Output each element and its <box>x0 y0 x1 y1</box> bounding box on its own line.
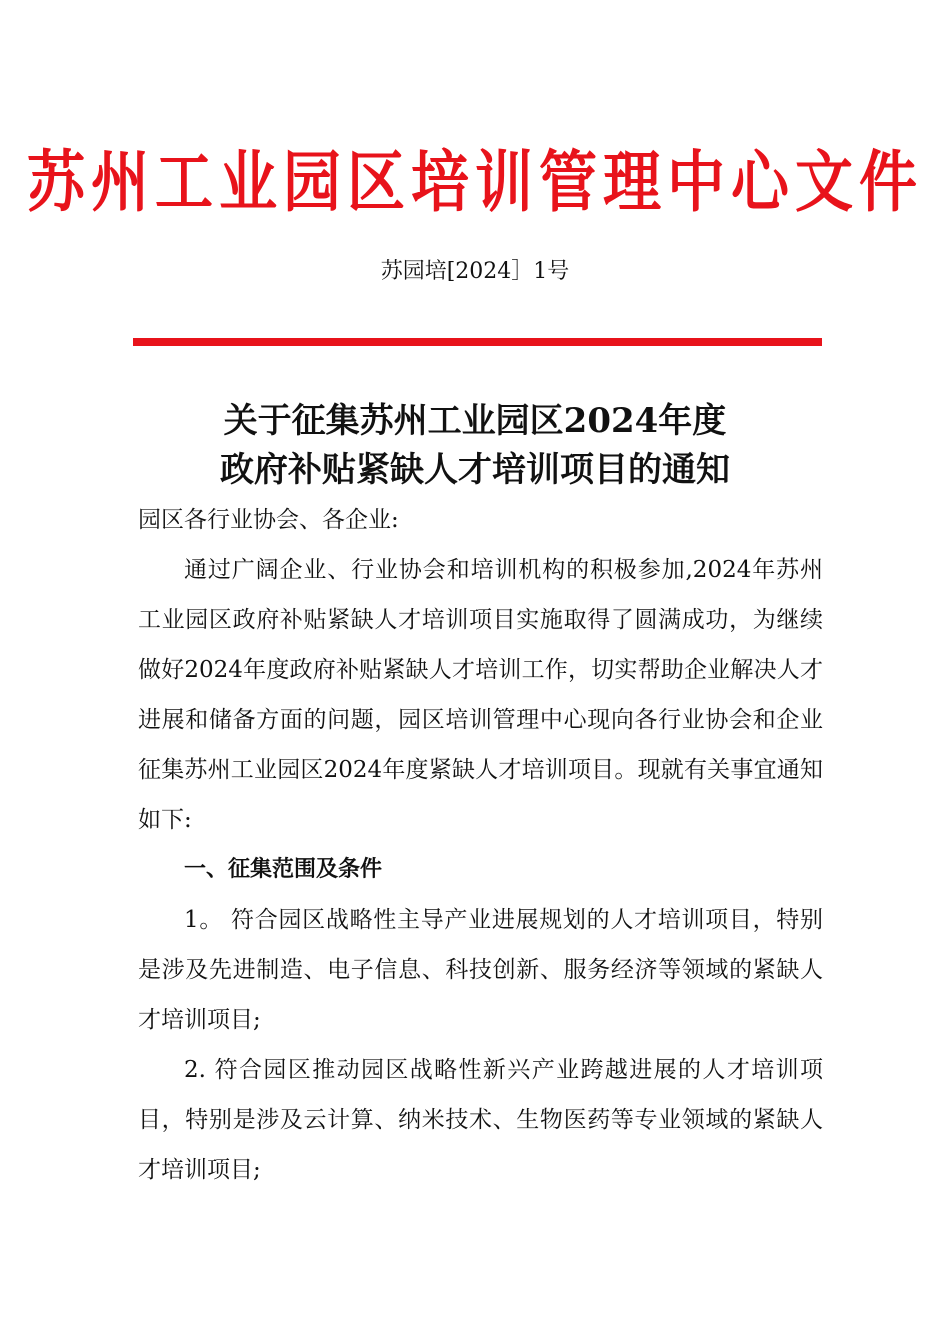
document-body <box>138 495 823 1195</box>
notice-title-line1: 关于征集苏州工业园区2024年度 <box>223 401 727 441</box>
intro-paragraph: 通过广阔企业、行业协会和培训机构的积极参加,2024年苏州工业园区政府补贴紧缺人才培训项目实施取得了圆满成功，为继续做好2024年度政府补贴紧缺人才培训工作，切实帮助企业解决人才进展和储备方面的问题，园区培训管理中心现向各行业协会和企业征集苏州工业园区2024年度紧缺人才培训项目。现就有关事宜通知如下: <box>138 557 823 833</box>
org-title: 苏州工业园区培训管理中心文件 <box>26 142 923 222</box>
section-heading: 一、征集范围及条件 <box>184 857 383 882</box>
salutation: 园区各行业协会、各企业: <box>138 507 399 533</box>
doc-number: 苏园培[2024］1号 <box>380 259 570 284</box>
notice-title-line2: 政府补贴紧缺人才培训项目的通知 <box>220 450 730 490</box>
list-item-1: 1。 符合园区战略性主导产业进展规划的人才培训项目，特别是涉及先进制造、电子信息、科技创新、服务经济等领域的紧缺人才培训项目; <box>138 907 823 1033</box>
red-divider <box>133 338 822 346</box>
list-item-2: 2. 符合园区推动园区战略性新兴产业跨越进展的人才培训项目，特别是涉及云计算、纳米技术、生物医药等专业领域的紧缺人才培训项目; <box>138 1057 823 1183</box>
